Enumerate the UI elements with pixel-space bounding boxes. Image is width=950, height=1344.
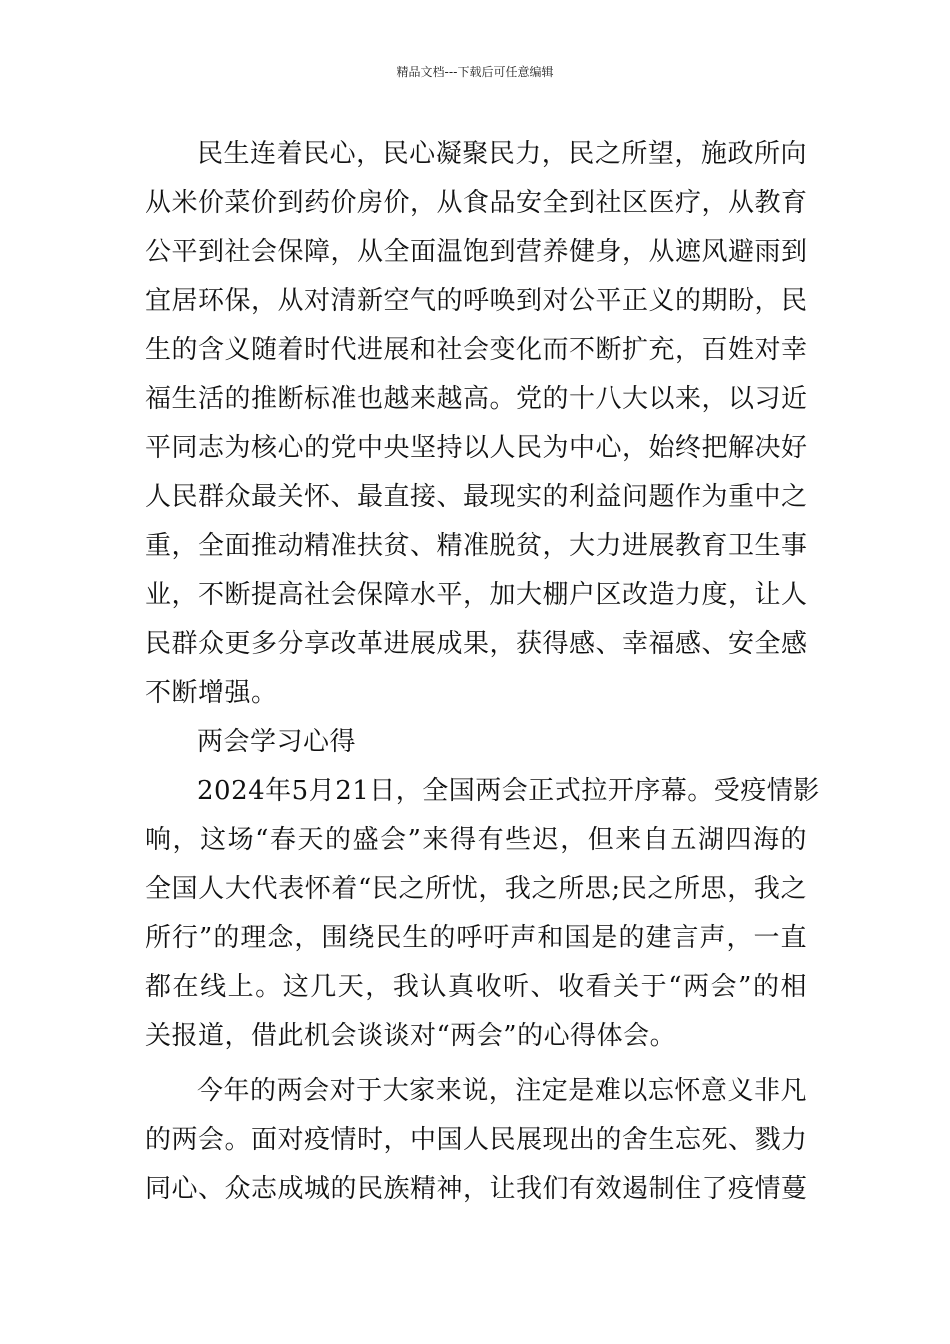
text-line: 响，这场“春天的盛会”来得有些迟，但来自五湖四海的 [145,825,807,855]
text-line: 的两会。面对疫情时，中国人民展现出的舍生忘死、戮力 [145,1125,808,1155]
text-line: 从米价菜价到药价房价，从食品安全到社区医疗，从教育 [145,188,808,218]
paragraph [145,767,820,1061]
text-line: 所行”的理念，围绕民生的呼吁声和国是的建言声，一直 [145,923,807,953]
text-line: 都在线上。这几天，我认真收听、收看关于“两会”的相 [145,972,807,1002]
page-header: 精品文档---下载后可任意编辑 [396,65,554,79]
text-line: 生的含义随着时代进展和社会变化而不断扩充，百姓对幸 [145,335,808,365]
section-heading [145,718,807,767]
text-line: 关报道，借此机会谈谈对“两会”的心得体会。 [145,1021,677,1051]
text-line: 2024年5月21日，全国两会正式拉开序幕。受疫情影 [197,776,820,806]
text-line: 平同志为核心的党中央坚持以人民为中心，始终把解决好 [145,433,808,463]
text-line: 同心、众志成城的民族精神，让我们有效遏制住了疫情蔓 [145,1174,808,1204]
heading-line: 两会学习心得 [197,727,357,757]
document-body [145,130,820,1214]
paragraph [145,1067,807,1214]
text-line: 不断增强。 [145,678,278,708]
text-line: 公平到社会保障，从全面温饱到营养健身，从遮风避雨到 [145,237,808,267]
text-line: 民生连着民心，民心凝聚民力，民之所望，施政所向 [197,139,807,169]
text-line: 业，不断提高社会保障水平，加大棚户区改造力度，让人 [145,580,808,610]
text-line: 民群众更多分享改革进展成果，获得感、幸福感、安全感 [145,629,808,659]
text-line: 重，全面推动精准扶贫、精准脱贫，大力进展教育卫生事 [145,531,808,561]
text-line: 今年的两会对于大家来说，注定是难以忘怀意义非凡 [197,1076,807,1106]
text-line: 全国人大代表怀着“民之所忧，我之所思;民之所思，我之 [145,874,807,904]
paragraph [145,130,807,718]
text-line: 人民群众最关怀、最直接、最现实的利益问题作为重中之 [145,482,808,512]
text-line: 宜居环保，从对清新空气的呼唤到对公平正义的期盼，民 [145,286,808,316]
text-line: 福生活的推断标准也越来越高。党的十八大以来，以习近 [145,384,808,414]
